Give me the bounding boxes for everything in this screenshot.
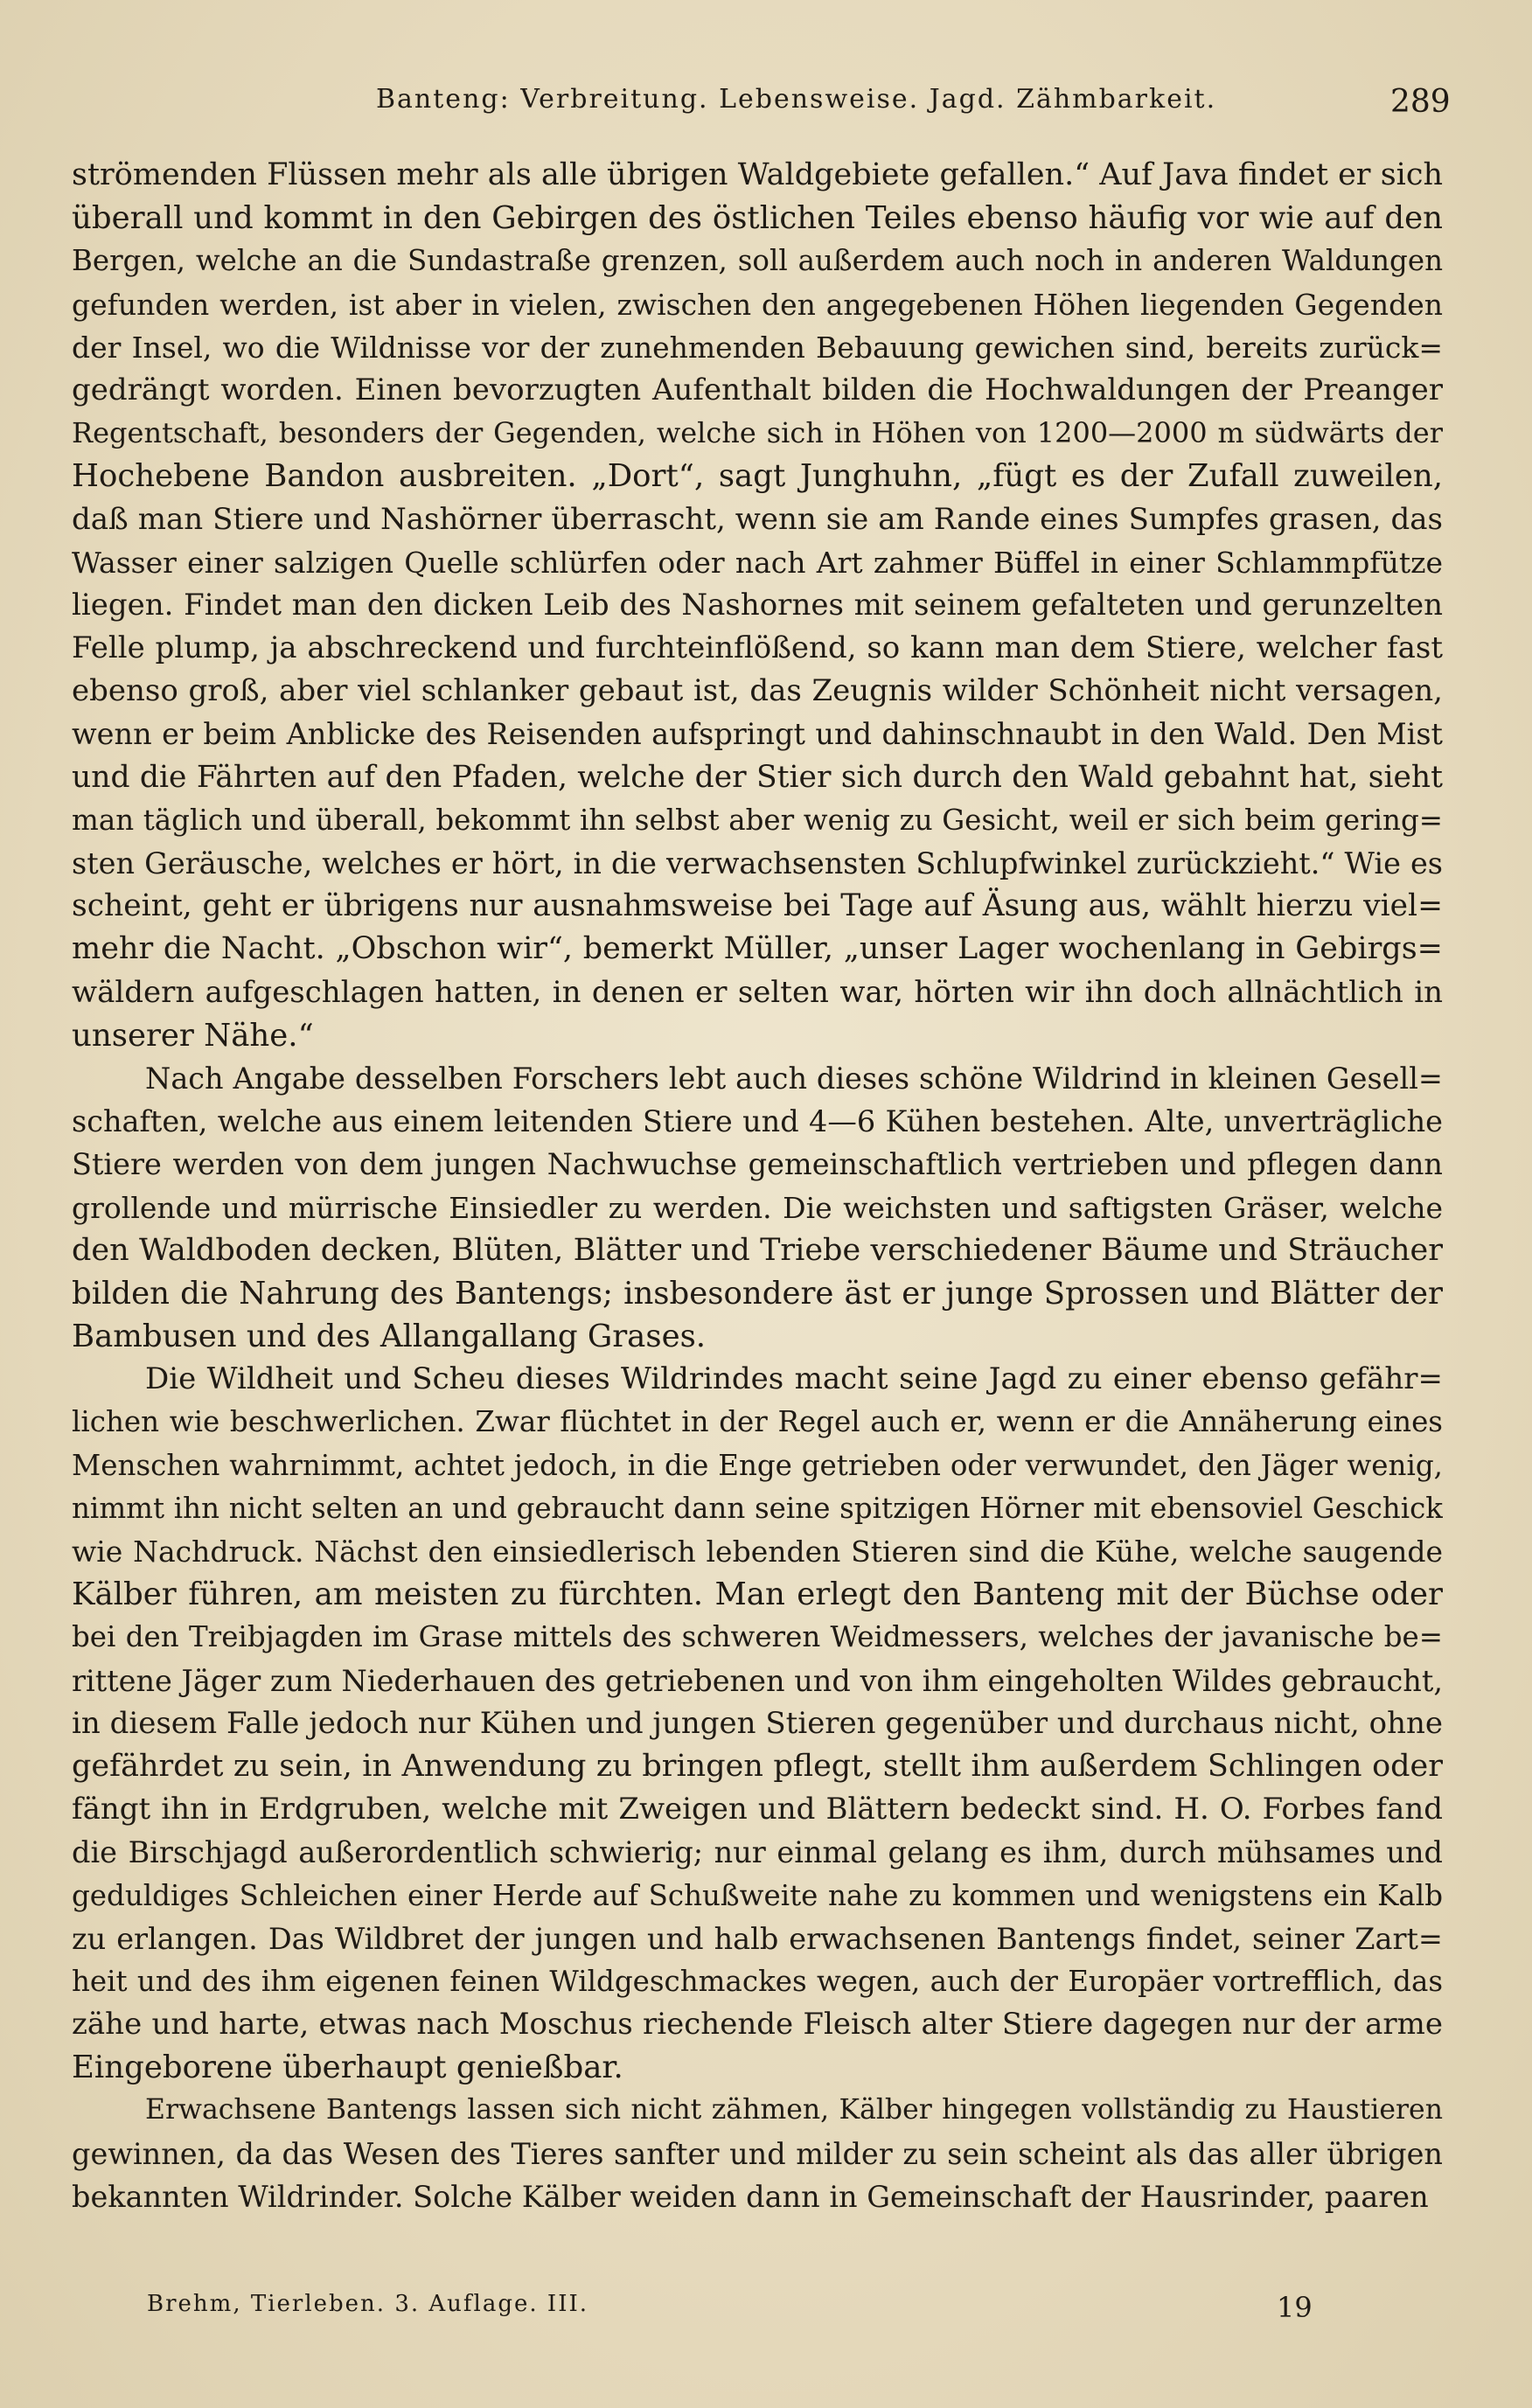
text-line: scheint, geht er übrigens nur ausnahmsweise bei Tage auf Äsung aus, wählt hierzu viel=	[72, 888, 1443, 924]
text-line: schaften, welche aus einem leitenden Stiere und 4—6 Kühen bestehen. Alte, unverträgliche	[72, 1104, 1443, 1139]
text-line: nimmt ihn nicht selten an und gebraucht dann seine spitzigen Hörner mit ebensoviel Geschick	[72, 1491, 1443, 1525]
text-line: gefunden werden, ist aber in vielen, zwischen den angegebenen Höhen liegenden Gegenden	[72, 287, 1443, 322]
text-line: der Insel, wo die Wildnisse vor der zunehmenden Bebauung gewichen sind, bereits zurück=	[72, 330, 1443, 365]
text-line: in diesem Falle jedoch nur Kühen und jungen Stieren gegenüber und durchaus nicht, ohne	[72, 1705, 1443, 1741]
paragraph	[72, 1057, 1443, 1358]
text-line: wenn er beim Anblicke des Reisenden aufspringt und dahinschnaubt in den Wald. Den Mist	[72, 717, 1443, 752]
text-line: gewinnen, da das Wesen des Tieres sanfter und milder zu sein scheint als das aller übrigen	[72, 2136, 1443, 2171]
text-line: man täglich und überall, bekommt ihn selbst aber wenig zu Gesicht, weil er sich beim gering=	[72, 803, 1443, 837]
text-line: den Waldboden decken, Blüten, Blätter und Triebe verschiedener Bäume und Sträucher	[72, 1232, 1443, 1268]
text-line: daß man Stiere und Nashörner überrascht, wenn sie am Rande eines Sumpfes grasen, das	[72, 501, 1443, 537]
text-line: Hochebene Bandon ausbreiten. „Dort“, sagt Junghuhn, „fügt es der Zufall zuweilen,	[72, 458, 1443, 495]
text-line: gedrängt worden. Einen bevorzugten Aufenthalt bilden die Hochwaldungen der Preanger	[72, 372, 1443, 407]
text-line: Wasser einer salzigen Quelle schlürfen oder nach Art zahmer Büffel in einer Schlammpfütze	[72, 545, 1443, 580]
text-line: sten Geräusche, welches er hört, in die verwachsensten Schlupfwinkel zurückzieht.“ Wie es	[72, 846, 1443, 880]
text-line: rittene Jäger zum Niederhauen des getriebenen und von ihm eingeholten Wildes gebraucht,	[72, 1663, 1443, 1698]
text-line: Kälber führen, am meisten zu fürchten. Man erlegt den Banteng mit der Büchse oder	[72, 1576, 1443, 1613]
text-line: Regentschaft, besonders der Gegenden, welche sich in Höhen von 1200—2000 m südwärts der	[72, 416, 1443, 450]
text-line: Eingeborene überhaupt genießbar.	[72, 2050, 623, 2086]
text-line: zähe und harte, etwas nach Moschus riechende Fleisch alter Stiere dagegen nur der arme	[72, 2007, 1443, 2043]
text-line: wäldern aufgeschlagen hatten, in denen er selten war, hörten wir ihn doch allnächtlich in	[72, 974, 1443, 1010]
text-line: die Birschjagd außerordentlich schwierig; nur einmal gelang es ihm, durch mühsames und	[72, 1835, 1443, 1870]
page-number: 289	[1390, 84, 1451, 120]
text-line: zu erlangen. Das Wildbret der jungen und halb erwachsenen Bantengs findet, seiner Zart=	[72, 1921, 1443, 1956]
text-line: unserer Nähe.“	[72, 1017, 314, 1054]
text-line: und die Fährten auf den Pfaden, welche der Stier sich durch den Wald gebahnt hat, sieht	[72, 759, 1443, 795]
running-head	[0, 84, 1532, 136]
text-line: bekannten Wildrinder. Solche Kälber weiden dann in Gemeinschaft der Hausrinder, paaren	[72, 2179, 1429, 2214]
text-line: Menschen wahrnimmt, achtet jedoch, in die Enge getrieben oder verwundet, den Jäger wenig,	[72, 1448, 1443, 1482]
text-line: Bambusen und des Allangallang Grases.	[72, 1319, 707, 1355]
text-line: Erwachsene Bantengs lassen sich nicht zähmen, Kälber hingegen vollständig zu Haustieren	[145, 2094, 1443, 2126]
text-line: lichen wie beschwerlichen. Zwar flüchtet in der Regel auch er, wenn er die Annäherung eines	[72, 1405, 1443, 1439]
text-line: Bergen, welche an die Sundastraße grenzen, soll außerdem auch noch in anderen Waldungen	[72, 244, 1443, 278]
text-line: heit und des ihm eigenen feinen Wildgeschmackes wegen, auch der Europäer vortrefflich, das	[72, 1964, 1443, 1998]
text-line: bilden die Nahrung des Bantengs; insbesondere äst er junge Sprossen und Blätter der	[72, 1275, 1443, 1312]
text-line: grollende und mürrische Einsiedler zu werden. Die weichsten und saftigsten Gräser, welche	[72, 1190, 1443, 1225]
paragraph	[72, 2089, 1443, 2218]
paragraph	[72, 1358, 1443, 2089]
text-line: strömenden Flüssen mehr als alle übrigen Waldgebiete gefallen.“ Auf Java findet er sich	[72, 157, 1443, 192]
text-line: bei den Treibjagden im Grase mittels des schweren Weidmessers, welches der javanische be=	[72, 1620, 1443, 1654]
text-line: fängt ihn in Erdgruben, welche mit Zweigen und Blättern bedeckt sind. H. O. Forbes fand	[72, 1792, 1443, 1827]
paragraph	[72, 154, 1443, 1057]
signature-mark: 19	[1277, 2291, 1313, 2324]
text-line: Felle plump, ja abschreckend und furchteinflößend, so kann man dem Stiere, welcher fast	[72, 630, 1443, 666]
text-line: Die Wildheit und Scheu dieses Wildrindes macht seine Jagd zu einer ebenso gefähr=	[145, 1361, 1443, 1397]
text-line: liegen. Findet man den dicken Leib des Nashornes mit seinem gefalteten und gerunzelten	[72, 587, 1443, 623]
text-line: ebenso groß, aber viel schlanker gebaut ist, das Zeugnis wilder Schönheit nicht versagen,	[72, 673, 1443, 709]
text-line: Stiere werden von dem jungen Nachwuchse gemeinschaftlich vertrieben und pflegen dann	[72, 1147, 1443, 1182]
text-line: geduldiges Schleichen einer Herde auf Schußweite nahe zu kommen und wenigstens ein Kalb	[72, 1878, 1443, 1912]
signature-line: Brehm, Tierleben. 3. Auflage. III.	[147, 2291, 588, 2317]
page-footer	[0, 2291, 1532, 2343]
text-line: wie Nachdruck. Nächst den einsiedlerisch lebenden Stieren sind die Kühe, welche saugende	[72, 1535, 1443, 1569]
body-text	[72, 154, 1443, 2218]
text-line: Nach Angabe desselben Forschers lebt auch dieses schöne Wildrind in kleinen Gesell=	[145, 1061, 1443, 1096]
text-line: mehr die Nacht. „Obschon wir“, bemerkt Müller, „unser Lager wochenlang in Gebirgs=	[72, 931, 1443, 967]
text-line: überall und kommt in den Gebirgen des östlichen Teiles ebenso häufig vor wie auf den	[72, 200, 1443, 237]
running-title: Banteng: Verbreitung. Lebensweise. Jagd. Zähmbarkeit.	[376, 84, 1217, 115]
text-line: gefährdet zu sein, in Anwendung zu bringen pflegt, stellt ihm außerdem Schlingen oder	[72, 1748, 1443, 1784]
